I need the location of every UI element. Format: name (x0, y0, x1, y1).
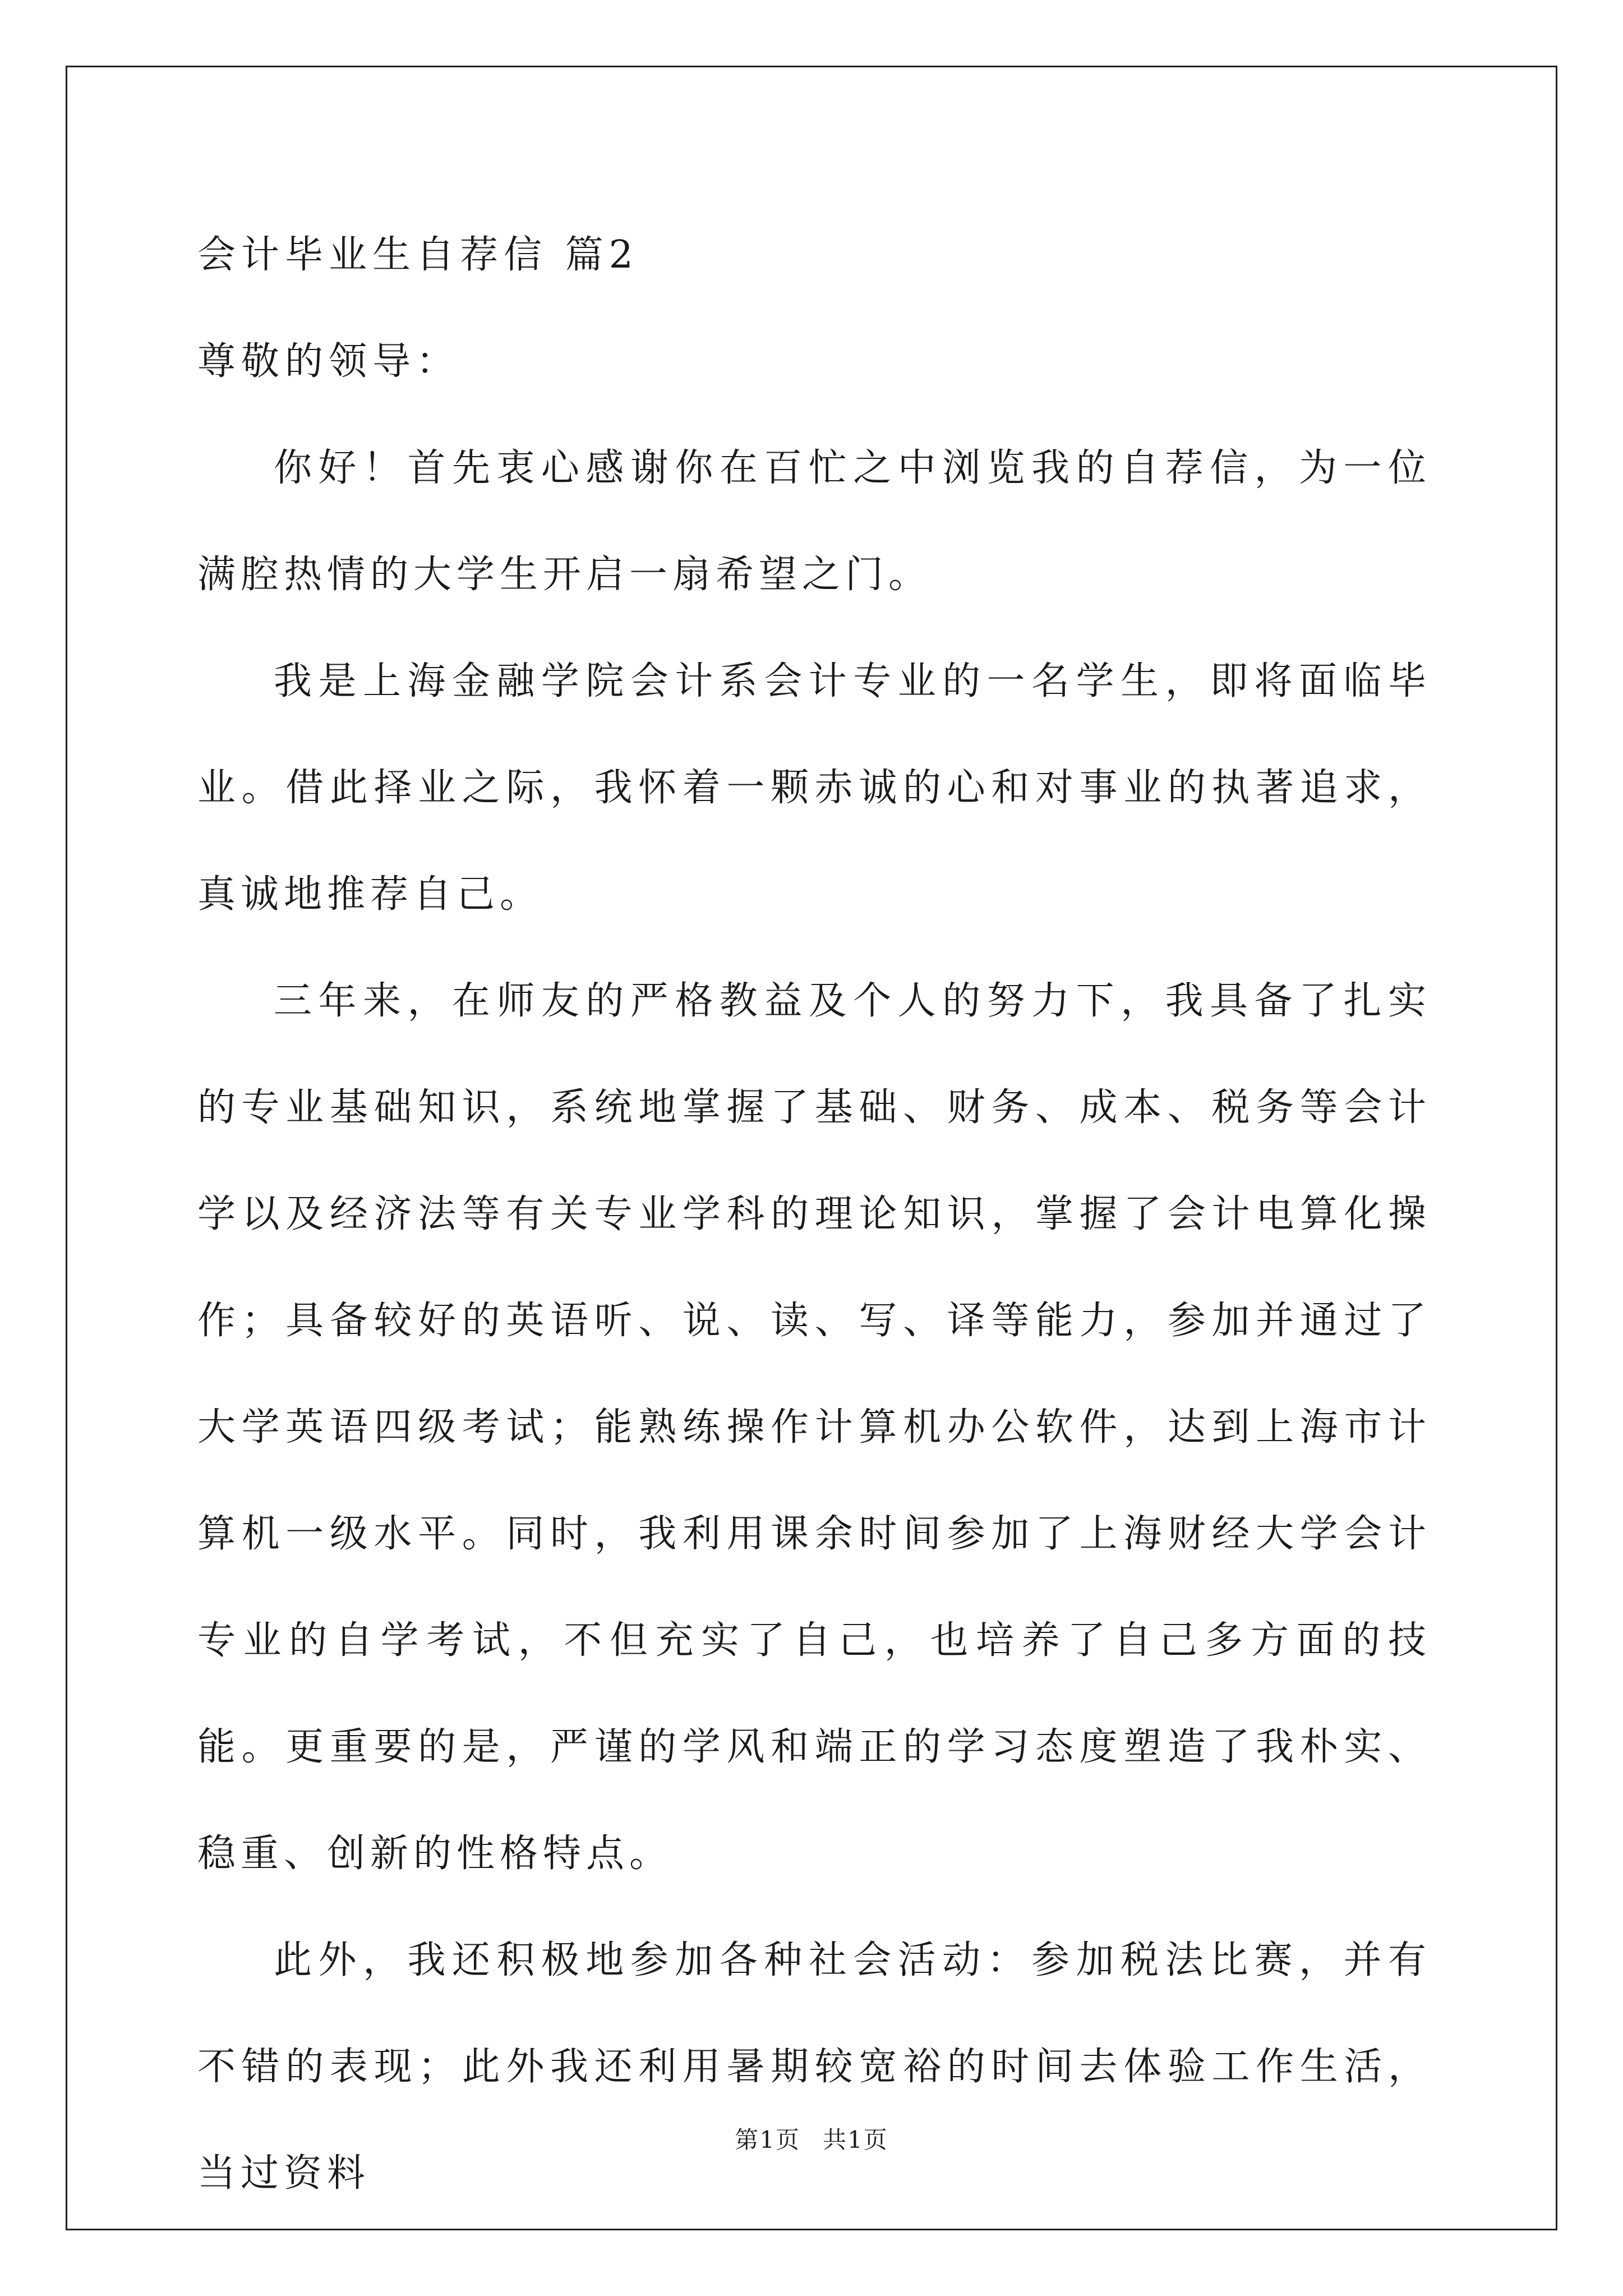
page-footer (0, 2123, 1623, 2157)
paragraph-qualifications: 三年来，在师友的严格教益及个人的努力下，我具备了扎实的专业基础知识，系统地掌握了基础、财务、成本、税务等会计学以及经济法等有关专业学科的理论知识，掌握了会计电算化操作；具备较好的英语听、说、读、写、译等能力，参加并通过了大学英语四级考试；能熟练操作计算机办公软件，达到上海市计算机一级水平。同时，我利用课余时间参加了上海财经大学会计专业的自学考试，不但充实了自己，也培养了自己多方面的技能。更重要的是，严谨的学风和端正的学习态度塑造了我朴实、稳重、创新的性格特点。 (197, 979, 1431, 1876)
page-number: 第1页 (735, 2126, 800, 2154)
document-body (197, 202, 1431, 2227)
paragraph-greeting: 你好！首先衷心感谢你在百忙之中浏览我的自荐信，为一位满腔热情的大学生开启一扇希望之门。 (197, 446, 1431, 597)
paragraph-introduction: 我是上海金融学院会计系会计专业的一名学生，即将面临毕业。借此择业之际，我怀着一颗赤诚的心和对事业的执著追求，真诚地推荐自己。 (197, 659, 1431, 917)
salutation: 尊敬的领导： (197, 339, 460, 384)
page-total: 共1页 (823, 2126, 888, 2154)
document-title: 会计毕业生自荐信 篇2 (197, 233, 639, 277)
paragraph-activities: 此外，我还积极地参加各种社会活动：参加税法比赛，并有不错的表现；此外我还利用暑期较宽裕的时间去体验工作生活，当过资料 (197, 1938, 1431, 2196)
